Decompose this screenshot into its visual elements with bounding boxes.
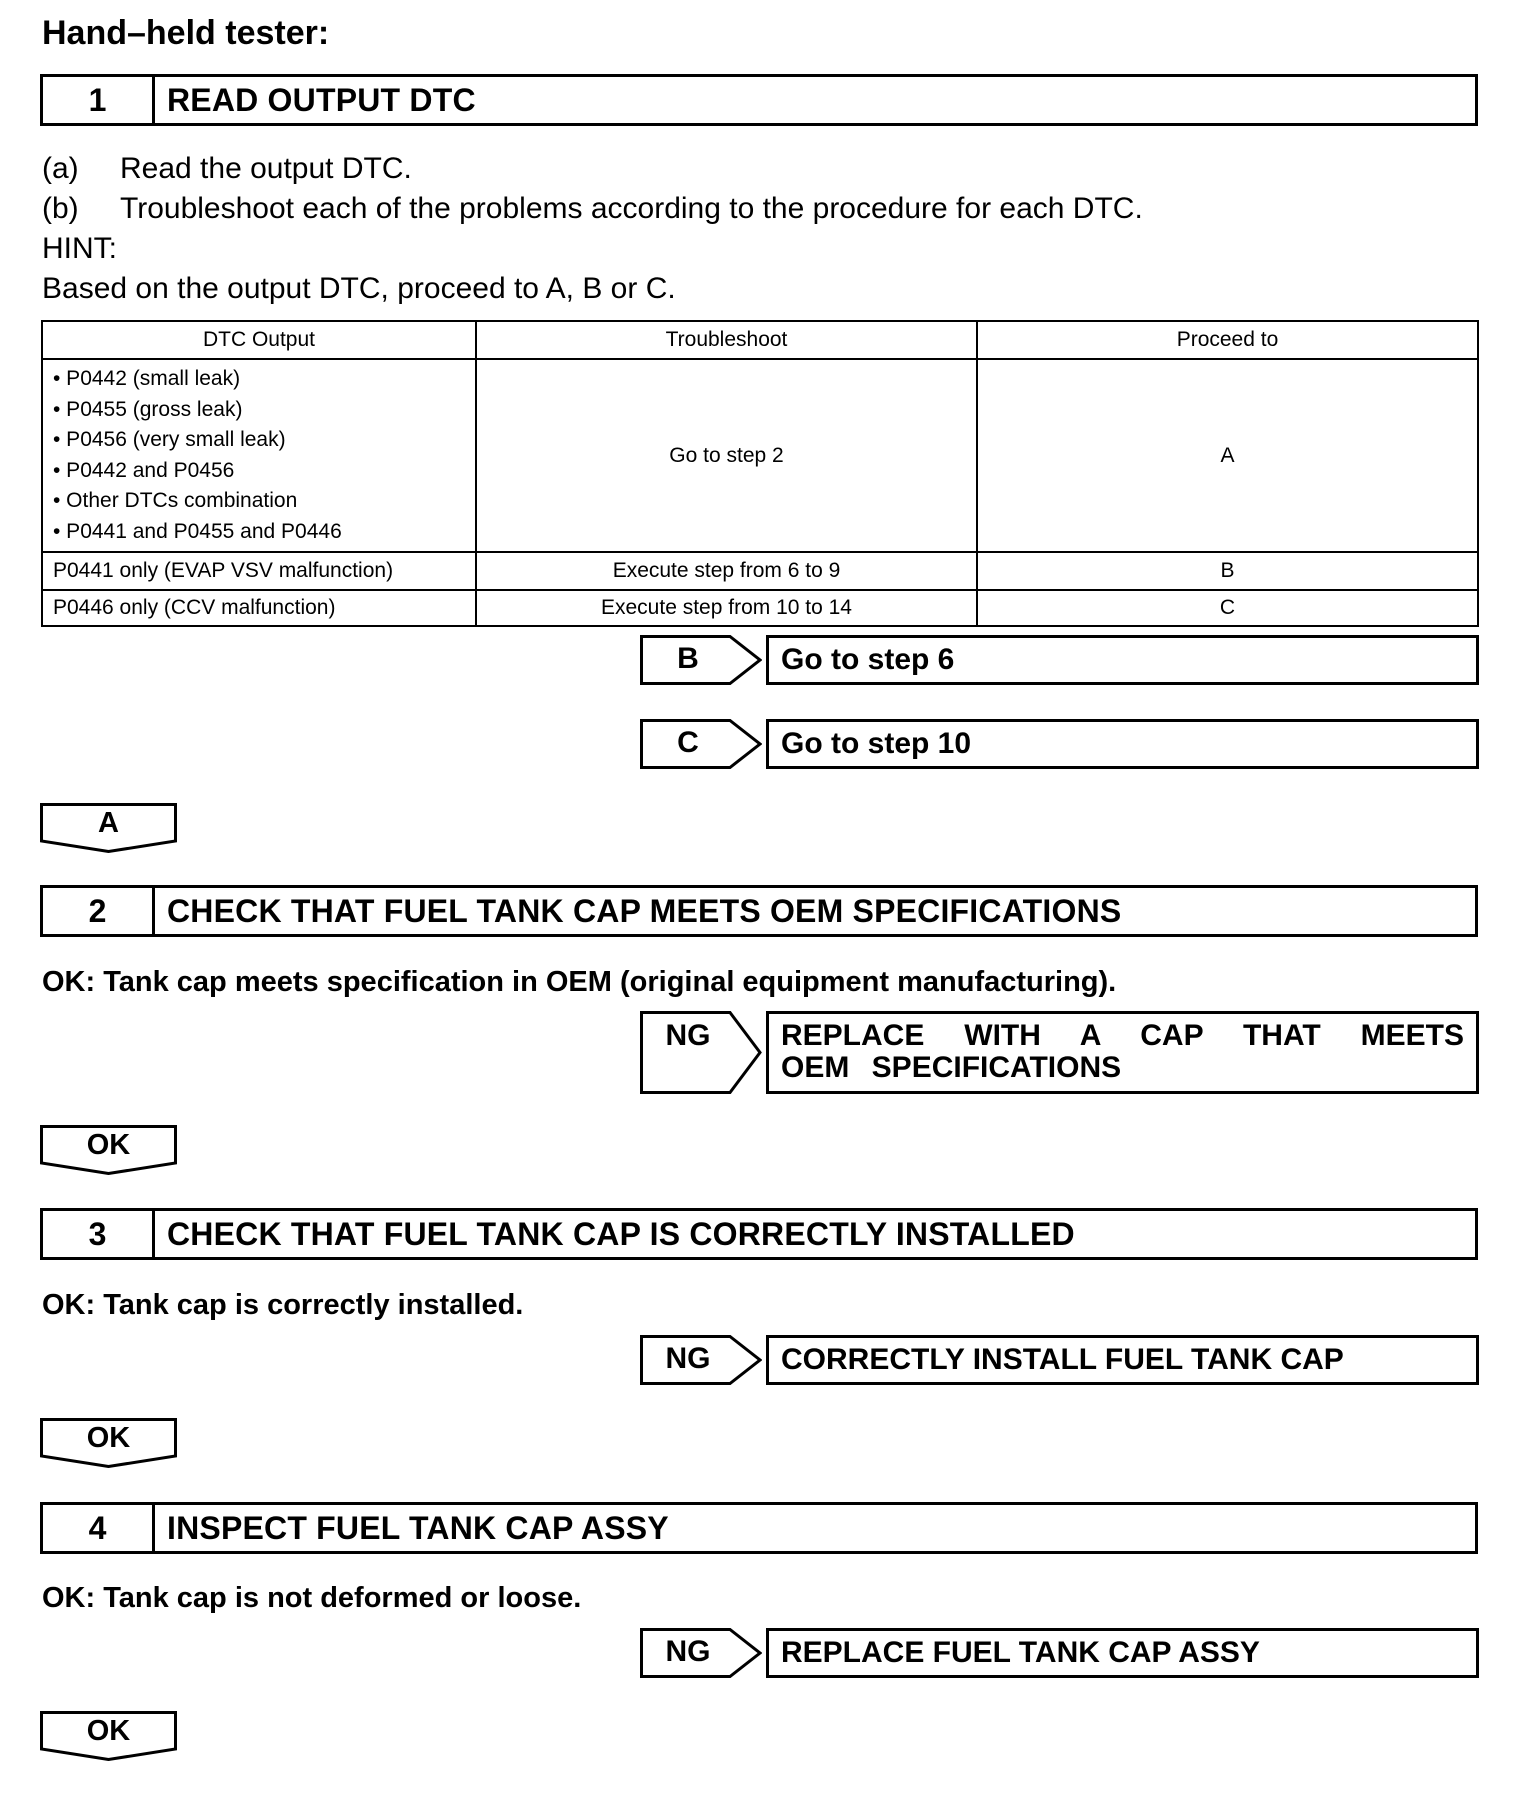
hint-label: HINT:: [42, 232, 117, 265]
dtc-item: • P0456 (very small leak): [53, 428, 286, 451]
step-number: 3: [43, 1211, 155, 1257]
ok-criteria: OK: Tank cap is not deformed or loose.: [42, 1582, 582, 1614]
instruction-a: [42, 152, 412, 186]
continue-label: OK: [86, 1422, 131, 1454]
ng-label: NG: [665, 1635, 711, 1668]
ng-result: CORRECTLY INSTALL FUEL TANK CAP: [766, 1335, 1479, 1385]
branch-b-result: Go to step 6: [766, 635, 1479, 685]
table-header-row: [42, 321, 1478, 359]
step-title: INSPECT FUEL TANK CAP ASSY: [167, 1509, 669, 1546]
step-4-header: [40, 1502, 1478, 1554]
ng-result: REPLACE FUEL TANK CAP ASSY: [766, 1628, 1479, 1678]
dtc-item: • Other DTCs combination: [53, 489, 298, 512]
step-number: 2: [43, 888, 155, 934]
troubleshoot-cell: Execute step from 6 to 9: [476, 552, 977, 590]
proceed-cell: C: [977, 590, 1478, 626]
table-row: [42, 552, 1478, 590]
dtc-list: [42, 359, 476, 552]
continue-ok-arrow: [40, 1711, 177, 1761]
branch-c-result: Go to step 10: [766, 719, 1479, 769]
item-text: Troubleshoot each of the problems according to the procedure for each DTC.: [120, 192, 1143, 225]
continue-label: OK: [86, 1129, 131, 1161]
ng-arrow: [640, 1335, 762, 1385]
dtc-item: • P0442 and P0456: [53, 458, 235, 482]
instruction-b: [42, 192, 1143, 226]
header-troubleshoot: Troubleshoot: [476, 321, 977, 359]
step-2-header: [40, 885, 1478, 937]
header-proceed-to: Proceed to: [977, 321, 1478, 359]
ng-label: NG: [665, 1342, 711, 1375]
dtc-cell: P0441 only (EVAP VSV malfunction): [42, 552, 476, 590]
ng-arrow: [640, 1011, 762, 1094]
ok-criteria: OK: Tank cap meets specification in OEM (original equipment manufacturing).: [42, 966, 1117, 998]
branch-b-arrow: [640, 635, 762, 685]
continue-label: A: [98, 807, 119, 839]
continue-label: OK: [86, 1715, 131, 1747]
ng-label: NG: [665, 1019, 711, 1052]
page-title: Hand–held tester:: [42, 14, 330, 52]
dtc-table: [41, 320, 1479, 627]
table-row: [42, 359, 1478, 552]
step-title: CHECK THAT FUEL TANK CAP IS CORRECTLY INSTALLED: [167, 1215, 1075, 1252]
branch-label: C: [677, 726, 699, 759]
ok-criteria: OK: Tank cap is correctly installed.: [42, 1289, 524, 1321]
table-row: [42, 590, 1478, 626]
step-title: CHECK THAT FUEL TANK CAP MEETS OEM SPECIFICATIONS: [167, 892, 1122, 929]
dtc-cell: P0446 only (CCV malfunction): [42, 590, 476, 626]
ng-arrow: [640, 1628, 762, 1678]
item-label: (b): [42, 192, 79, 225]
proceed-cell: A: [977, 359, 1478, 552]
branch-label: B: [677, 642, 699, 675]
continue-ok-arrow: [40, 1418, 177, 1468]
dtc-item: • P0442 (small leak): [53, 367, 241, 390]
item-text: Read the output DTC.: [120, 152, 412, 185]
step-title: READ OUTPUT DTC: [167, 81, 476, 118]
continue-a-arrow: [40, 803, 177, 853]
dtc-item: • P0441 and P0455 and P0446: [53, 519, 342, 543]
step-number: 4: [43, 1505, 155, 1551]
header-dtc-output: DTC Output: [42, 321, 476, 359]
proceed-cell: B: [977, 552, 1478, 590]
item-label: (a): [42, 152, 79, 185]
continue-ok-arrow: [40, 1125, 177, 1175]
troubleshoot-cell: Execute step from 10 to 14: [476, 590, 977, 626]
step-3-header: [40, 1208, 1478, 1260]
step-1-header: [40, 74, 1478, 126]
step-number: 1: [43, 77, 155, 123]
ng-result: REPLACE WITH A CAP THAT MEETS OEM SPECIFICATIONS: [766, 1011, 1479, 1094]
hint-text: Based on the output DTC, proceed to A, B or C.: [42, 272, 676, 305]
troubleshoot-cell: Go to step 2: [476, 359, 977, 552]
branch-c-arrow: [640, 719, 762, 769]
dtc-item: • P0455 (gross leak): [53, 397, 243, 421]
